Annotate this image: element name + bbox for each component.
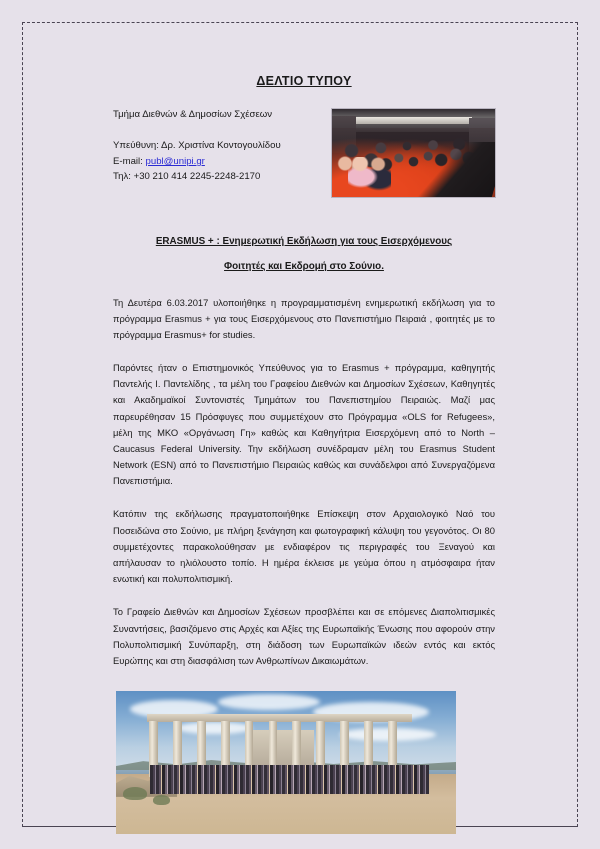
sounio-group-photo	[116, 691, 456, 834]
phone-number: Τηλ: +30 210 414 2245-2248-2170	[113, 171, 261, 183]
department-name: Τμήμα Διεθνών & Δημοσίων Σχέσεων	[113, 109, 273, 120]
event-subtitle	[113, 228, 495, 278]
group-of-participants	[150, 765, 429, 794]
email-label: E-mail:	[113, 155, 143, 167]
header-block	[113, 108, 495, 200]
page-title-row	[113, 72, 495, 90]
email-link[interactable]: publ@unipi.gr	[145, 155, 205, 167]
responsible-person: Υπεύθυνη: Δρ. Χριστίνα Κοντογουλίδου	[113, 140, 281, 152]
event-subtitle-line-1: ERASMUS + : Ενημερωτική Εκδήλωση για τους Εισερχόμενους	[155, 236, 453, 247]
body-paragraph: Κατόπιν της εκδήλωσης πραγματοποιήθηκε Επίσκεψη στον Αρχαιολογικό Ναό του Ποσειδώνα στο Σούνιο, με πλήρη ξενάγηση και φωτογραφική κάλυψη του γεγονότος. Οι 80 συμμετέχοντες παρακολούθησαν με ενδιαφέρον τις περιγραφές του Ξεναγού και απήλαυσαν το ηλιόλουστο τοπίο. Η ημέρα έκλεισε με γεύμα όπου η ατμόσφαιρα ήταν ενωτική και πολυπολιτισμική.	[113, 508, 495, 585]
event-subtitle-line-2: Φοιτητές και Εκδρομή στο Σούνιο.	[224, 260, 384, 272]
body-paragraph: Παρόντες ήταν ο Επιστημονικός Υπεύθυνος για το Erasmus + πρόγραμμα, καθηγητής Παντελής Ι. Παντελίδης , τα μέλη του Γραφείου Διεθνών και Δημοσίων Σχέσεων, Καθηγητές και Ακαδημαϊκοί Συντονιστές Τμημάτων του Πανεπιστημίου Πειραιώς. Μαζί μας παρευρέθησαν 15 Πρόσφυγες που συμμετέχουν στο Πρόγραμμα «OLS for Refugees», μέλη της ΜΚΟ «Οργάνωση Γη» καθώς και Καθηγήτρια Εισερχόμενη από το North – Caucasus Federal University. Την εκδήλωση συνέδραμαν μέλη του Erasmus Student Network (ESN) από το Πανεπιστήμιο Πειραιώς καθώς και συνάδελφοι από Συνεργαζόμενα Πανεπιστήμια.	[113, 362, 495, 487]
shrub	[123, 787, 147, 800]
cloud	[218, 694, 320, 710]
auditorium-front-row-people	[348, 157, 390, 194]
page-title: ΔΕΛΤΙΟ ΤΥΠΟΥ	[256, 74, 352, 88]
auditorium-photo	[331, 108, 496, 198]
body-paragraph: Το Γραφείο Διεθνών και Δημοσίων Σχέσεων προσβλέπει και σε επόμενες Διαπολιτισμικές Συναντήσεις, βασιζόμενο στις Αρχές και Αξίες της Ευρωπαϊκής Ένωσης που αφορούν στην Πολυπολιτισμική Συνύπαρξη, στη διάδοση των Ευρωπαϊκών ιδεών εντός και εκτός Ευρώπης και στη διασφάλιση των Ανθρωπίνων Δικαιωμάτων.	[113, 606, 495, 666]
body-paragraph: Τη Δευτέρα 6.03.2017 υλοποιήθηκε η προγραμματισμένη ενημερωτική εκδήλωση για το πρόγραμμα Erasmus + για τους Εισερχόμενους στο Πανεπιστήμιο Πειραιά , φοιτητές με το πρόγραμμα Erasmus+ for studies.	[113, 296, 495, 340]
